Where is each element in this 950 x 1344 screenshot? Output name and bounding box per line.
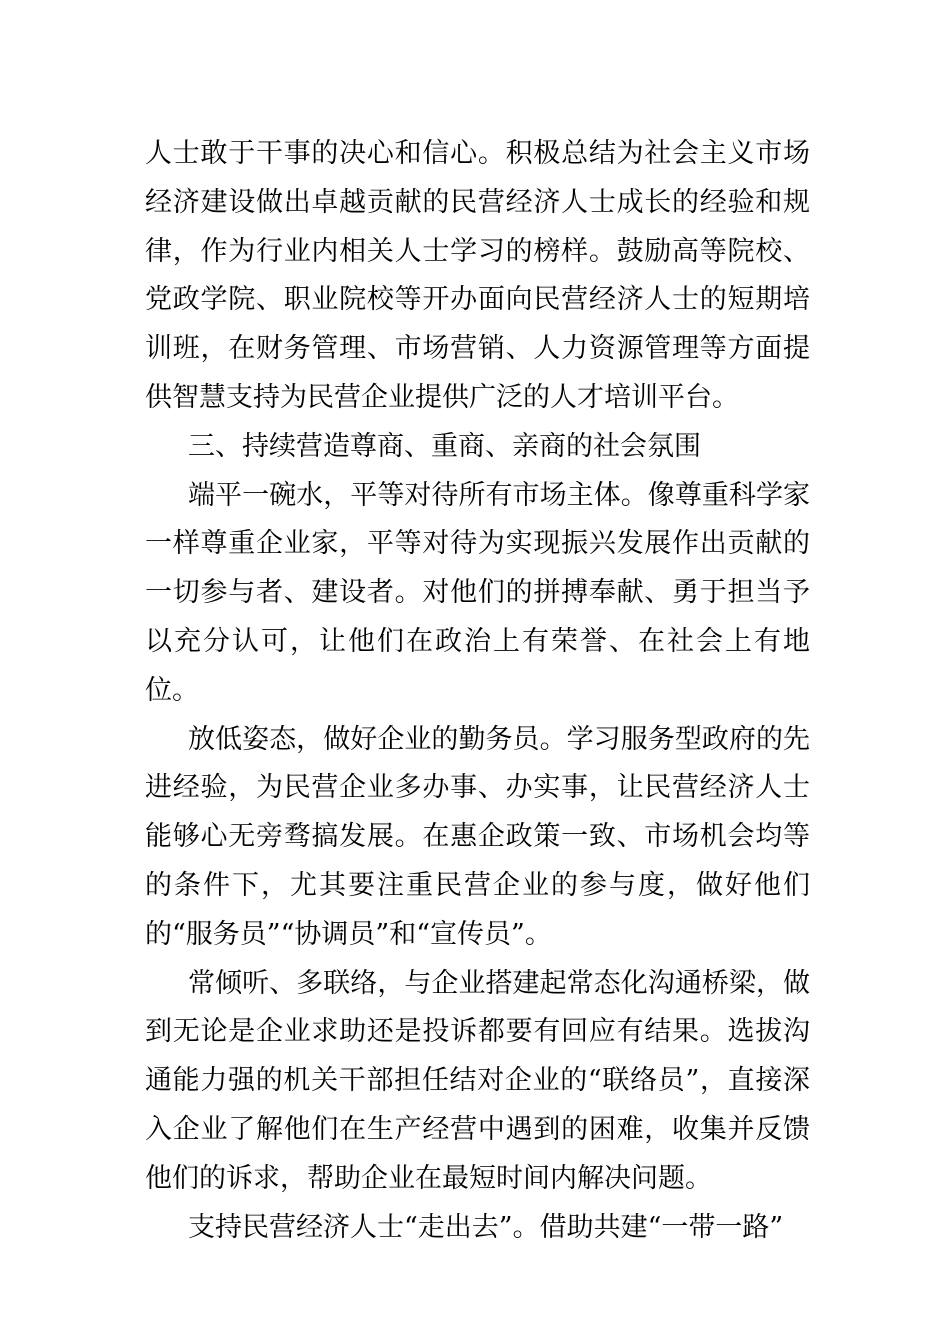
paragraph-equal-treatment: 端平一碗水，平等对待所有市场主体。像尊重科学家一样尊重企业家，平等对待为实现振兴发展作出贡献的一切参与者、建设者。对他们的拼搏奉献、勇于担当予以充分认可，让他们在政治上有荣誉、在社会上有地位。 (145, 479, 810, 706)
document-body (145, 130, 810, 1252)
paragraph-talent-training: 人士敢于干事的决心和信心。积极总结为社会主义市场经济建设做出卓越贡献的民营经济人士成长的经验和规律，作为行业内相关人士学习的榜样。鼓励高等院校、党政学院、职业院校等开办面向民营经济人士的短期培训班，在财务管理、市场营销、人力资源管理等方面提供智慧支持为民营企业提供广泛的人才培训平台。 (145, 138, 810, 413)
paragraph-go-global: 支持民营经济人士“走出去”。借助共建“一带一路” (188, 1211, 784, 1243)
paragraph-communication: 常倾听、多联络，与企业搭建起常态化沟通桥梁，做到无论是企业求助还是投诉都要有回应有结果。选拔沟通能力强的机关干部担任结对企业的“联络员”，直接深入企业了解他们在生产经营中遇到的困难，收集并反馈他们的诉求，帮助企业在最短时间内解决问题。 (145, 967, 810, 1194)
paragraph-service-attitude: 放低姿态，做好企业的勤务员。学习服务型政府的先进经验，为民营企业多办事、办实事，让民营经济人士能够心无旁骛搞发展。在惠企政策一致、市场机会均等的条件下，尤其要注重民营企业的参与度，做好他们的“服务员”“协调员”和“宣传员”。 (145, 723, 810, 950)
section-heading-3: 三、持续营造尊商、重商、亲商的社会氛围 (188, 430, 701, 462)
